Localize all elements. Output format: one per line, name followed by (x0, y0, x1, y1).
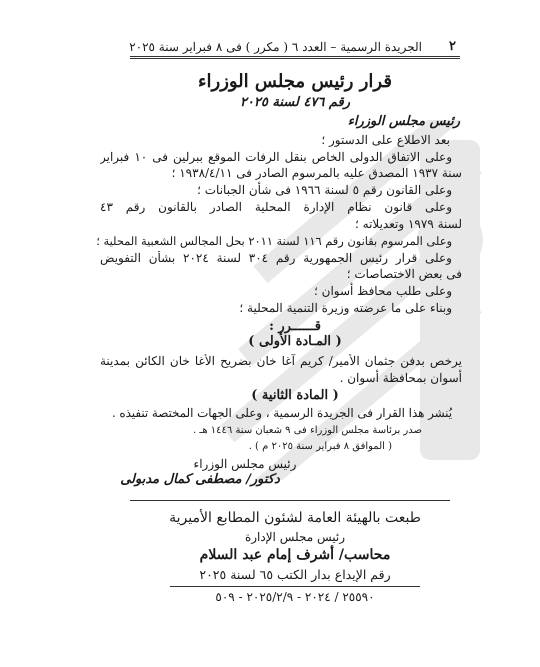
header-rule-top (130, 56, 460, 57)
running-title: الجريدة الرسمية – العدد ٦ ( مكرر ) فى ٨ فبراير سنة ٢٠٢٥ (129, 40, 422, 54)
decided-heading: قــــــرر : (269, 319, 321, 334)
article-1-line-2: أسوان بمحافظة أسوان . (339, 371, 462, 385)
preamble-line-1: بعد الاطلاع على الدستور ؛ (321, 133, 450, 147)
preamble-line-3: سنة ١٩٣٧ المصدق عليه بالمرسوم الصادر فى ١٩٣٨/٤/١١ ؛ (171, 166, 462, 180)
article-1-title: ( المـادة الأولى ) (248, 334, 342, 349)
preamble-line-9: فى بعض الاختصاصات ؛ (346, 267, 462, 281)
preamble-line-7: وعلى المرسوم بقانون رقم ١١٦ لسنة ٢٠١١ بحل المجالس الشعبية المحلية ؛ (96, 234, 452, 248)
issued-at: صدر برئاسة مجلس الوزراء فى ٩ شعبان سنة ١٤٤٦ هـ . (193, 425, 422, 436)
corresponding-date: ( الموافق ٨ فبراير سنة ٢٠٢٥ م ) . (248, 441, 392, 452)
deposit-code: ٢٥٥٩٠ / ٢٠٢٤ - ٢٠٢٥/٢/٩ - ٥٠٩ (215, 590, 375, 604)
board-title: رئيس مجلس الإدارة (244, 530, 346, 544)
decree-issuer: رئيس مجلس الوزراء (347, 114, 460, 129)
accountant-name: محاسب/ أشرف إمام عبد السلام (199, 547, 391, 563)
preamble-line-6: لسنة ١٩٧٩ وتعديلاته ؛ (355, 217, 462, 231)
decree-title: قرار رئيس مجلس الوزراء (198, 71, 392, 92)
article-1-line-1: يرخص بدفن جثمان الأمير/ كريم آغا خان بضريح الأغا خان الكائن بمدينة (100, 354, 462, 368)
preamble-line-10: وعلى طلب محافظ أسوان ؛ (314, 284, 452, 298)
deposit-number: رقم الإيداع بدار الكتب ٦٥ لسنة ٢٠٢٥ (199, 567, 391, 582)
header-rule-bottom (130, 58, 460, 59)
preamble-line-11: وبناء على ما عرضته وزيرة التنمية المحلية ؛ (239, 301, 452, 315)
decree-number: رقم ٤٧٦ لسنة ٢٠٢٥ (239, 95, 351, 110)
article-2-text: يُنشر هذا القرار فى الجريدة الرسمية ، وعلى الجهات المختصة تنفيذه . (111, 406, 452, 420)
printer-line: طبعت بالهيئة العامة لشئون المطابع الأميرية (169, 510, 421, 526)
deposit-rule (170, 586, 420, 587)
article-2-title: ( المادة الثانية ) (251, 388, 339, 403)
preamble-line-5: وعلى قانون نظام الإدارة المحلية الصادر بالقانون رقم ٤٣ (100, 200, 452, 214)
preamble-line-2: وعلى الاتفاق الدولى الخاص بنقل الرفات الموقع ببرلين فى ١٠ فبراير (100, 150, 452, 164)
preamble-line-8: وعلى قرار رئيس الجمهورية رقم ٣٠٤ لسنة ٢٠٢٤ بشأن التفويض (100, 251, 452, 265)
signatory-title: رئيس مجلس الوزراء (193, 457, 297, 471)
footer-rule (130, 500, 450, 501)
preamble-line-4: وعلى القانون رقم ٥ لسنة ١٩٦٦ فى شأن الجبانات ؛ (197, 183, 452, 197)
signatory-name: دكتور/ مصطفى كمال مدبولى (120, 472, 280, 487)
page-number: ٢ (449, 39, 456, 54)
